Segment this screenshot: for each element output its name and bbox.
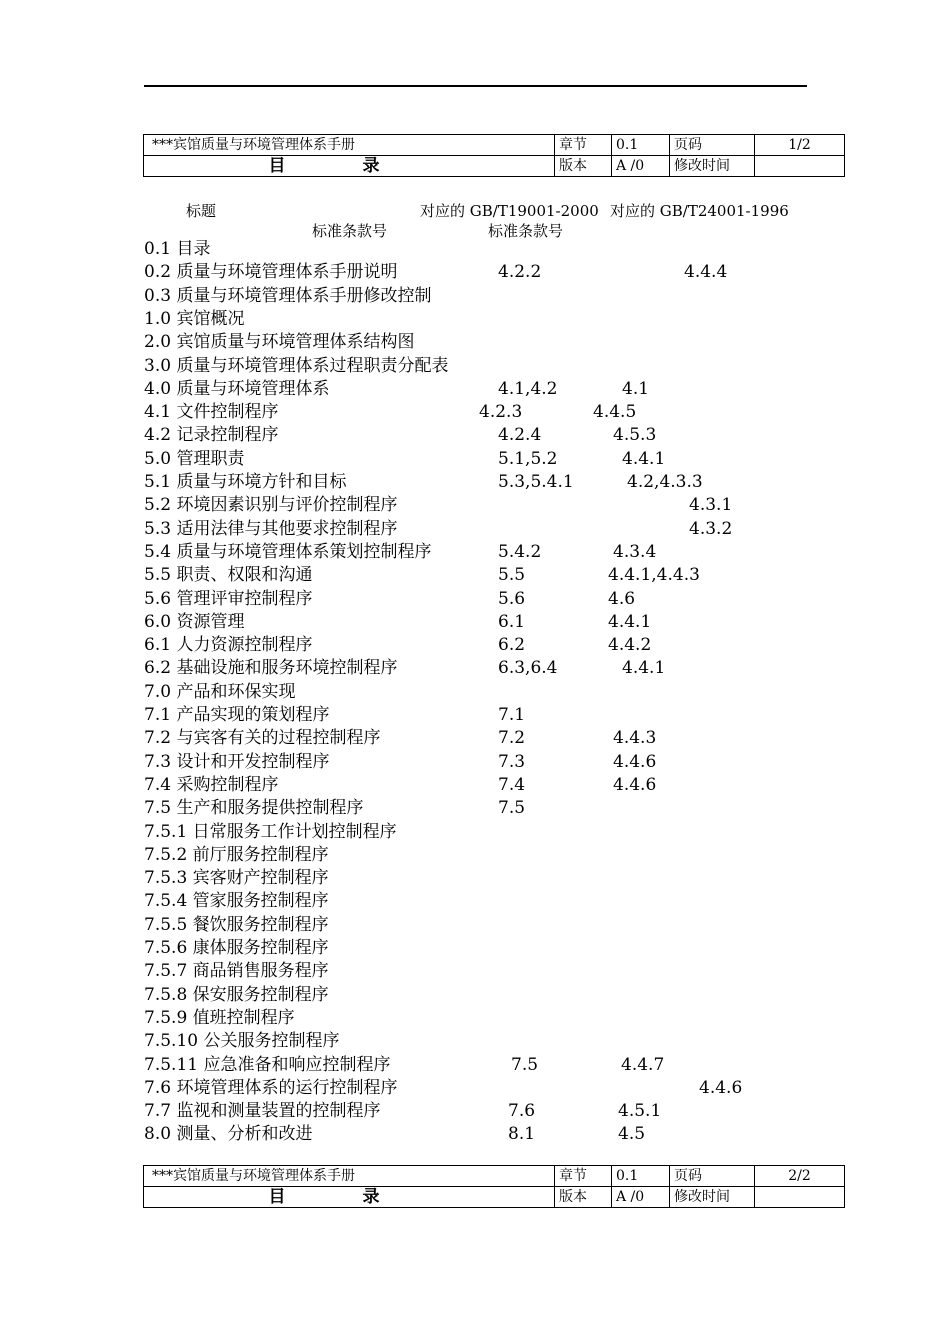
- col-clause-label-a: 标准条款号: [312, 222, 388, 240]
- col-title-heading: 标题: [186, 202, 217, 220]
- toc-entry-gbt19001-clause: 4.2.2: [498, 262, 542, 283]
- toc-entry: [144, 960, 844, 983]
- page-label: 页码: [670, 1166, 755, 1187]
- version-value: A /0: [612, 1187, 670, 1208]
- chapter-value: 0.1: [612, 1166, 670, 1187]
- toc-entry-title: 4.0 质量与环境管理体系: [144, 378, 330, 399]
- toc-entry-title: 4.1 文件控制程序: [144, 402, 279, 423]
- toc-entry: [144, 984, 844, 1007]
- page-number: 1/2: [755, 135, 845, 156]
- toc-entry-gbt24001-clause: 4.4.1: [622, 658, 666, 679]
- toc-entry: [144, 401, 844, 424]
- toc-entry-gbt24001-clause: 4.6: [608, 588, 636, 609]
- doc-title: ***宾馆质量与环境管理体系手册: [144, 135, 555, 156]
- toc-entry-title: 7.3 设计和开发控制程序: [144, 751, 330, 772]
- section-title: 目 录: [144, 156, 555, 177]
- toc-entry: [144, 285, 844, 308]
- toc-entry: [144, 424, 844, 447]
- toc-entry: [144, 308, 844, 331]
- toc-entry-gbt19001-clause: 6.3,6.4: [498, 658, 558, 679]
- toc-entry-gbt24001-clause: 4.4.1: [608, 611, 652, 632]
- toc-entry-title: 7.5.11 应急准备和响应控制程序: [144, 1054, 391, 1075]
- toc-entry-title: 0.3 质量与环境管理体系手册修改控制: [144, 285, 432, 306]
- toc-entry-title: 5.6 管理评审控制程序: [144, 588, 313, 609]
- toc-entry-gbt19001-clause: 4.2.3: [479, 402, 523, 423]
- toc-entry-gbt19001-clause: 7.5: [498, 798, 526, 819]
- toc-entry-gbt24001-clause: 4.4.1,4.4.3: [608, 565, 700, 586]
- toc-entry-gbt24001-clause: 4.4.6: [699, 1077, 743, 1098]
- toc-entry: [144, 867, 844, 890]
- toc-entry-title: 5.2 环境因素识别与评价控制程序: [144, 495, 398, 516]
- toc-entry: [144, 1077, 844, 1100]
- chapter-value: 0.1: [612, 135, 670, 156]
- toc-entry: [144, 704, 844, 727]
- page-label: 页码: [670, 135, 755, 156]
- toc-entry: [144, 890, 844, 913]
- revision-label: 修改时间: [670, 1187, 755, 1208]
- toc-entry: [144, 494, 844, 517]
- col-clause-label-b: 标准条款号: [488, 222, 564, 240]
- toc-entry-title: 7.5.5 餐饮服务控制程序: [144, 914, 329, 935]
- toc-entry: [144, 797, 844, 820]
- toc-entry-title: 7.1 产品实现的策划程序: [144, 705, 330, 725]
- header-table-page2: [143, 1165, 845, 1208]
- col-gbt19001-heading: 对应的 GB/T19001-2000: [420, 202, 599, 220]
- doc-title: ***宾馆质量与环境管理体系手册: [144, 1166, 555, 1187]
- toc-entry-gbt19001-clause: 7.2: [498, 728, 526, 749]
- toc-entry-title: 7.5.2 前厅服务控制程序: [144, 844, 329, 865]
- toc-entry-gbt24001-clause: 4.4.6: [613, 751, 657, 772]
- toc-entry: [144, 1123, 844, 1146]
- toc-entry-gbt24001-clause: 4.3.2: [689, 518, 733, 539]
- toc-entry-gbt24001-clause: 4.4.4: [684, 262, 728, 283]
- revision-value: [755, 1187, 845, 1208]
- toc-entry: [144, 774, 844, 797]
- section-title: 目 录: [144, 1187, 555, 1208]
- toc-entry: [144, 681, 844, 704]
- toc-entry: [144, 937, 844, 960]
- toc-entry-gbt19001-clause: 5.4.2: [498, 541, 542, 562]
- toc-entry-title: 8.0 测量、分析和改进: [144, 1124, 313, 1145]
- toc-entry-title: 7.5.6 康体服务控制程序: [144, 938, 329, 958]
- toc-entry-gbt19001-clause: 5.6: [498, 588, 526, 609]
- toc-entry: [144, 378, 844, 401]
- toc-entry-title: 7.7 监视和测量装置的控制程序: [144, 1101, 381, 1122]
- toc-entry-gbt19001-clause: 4.1,4.2: [498, 378, 558, 399]
- toc-entry-gbt19001-clause: 4.2.4: [498, 425, 542, 446]
- toc-entry: [144, 355, 844, 378]
- top-rule: [144, 85, 807, 87]
- chapter-label: 章节: [555, 135, 612, 156]
- toc-entry: [144, 564, 844, 587]
- toc-entry-title: 5.0 管理职责: [144, 448, 245, 469]
- toc-entry: [144, 611, 844, 634]
- toc-entry: [144, 238, 844, 261]
- toc-entry-gbt24001-clause: 4.3.1: [689, 495, 733, 516]
- toc-entry: [144, 518, 844, 541]
- toc-entry: [144, 914, 844, 937]
- toc-entry-gbt24001-clause: 4.1: [622, 378, 650, 399]
- toc-entry-gbt19001-clause: 7.3: [498, 751, 526, 772]
- toc-entry-title: 7.5 生产和服务提供控制程序: [144, 798, 364, 819]
- toc-entry-title: 7.5.9 值班控制程序: [144, 1007, 295, 1028]
- toc-entry: [144, 1007, 844, 1030]
- toc-entry: [144, 1054, 844, 1077]
- toc-entry-gbt19001-clause: 5.1,5.2: [498, 448, 558, 469]
- toc-entry-title: 5.4 质量与环境管理体系策划控制程序: [144, 541, 432, 562]
- toc-entry: [144, 448, 844, 471]
- toc-entry-title: 7.6 环境管理体系的运行控制程序: [144, 1077, 398, 1098]
- toc-entry-gbt24001-clause: 4.4.7: [621, 1054, 665, 1075]
- toc-entry-gbt19001-clause: 5.3,5.4.1: [498, 472, 574, 492]
- toc-entry: [144, 751, 844, 774]
- toc-entry-gbt19001-clause: 6.2: [498, 635, 526, 656]
- revision-label: 修改时间: [670, 156, 755, 177]
- chapter-label: 章节: [555, 1166, 612, 1187]
- toc-entry-title: 7.5.1 日常服务工作计划控制程序: [144, 821, 397, 842]
- col-gbt24001-heading: 对应的 GB/T24001-1996: [610, 202, 789, 220]
- toc-entry: [144, 657, 844, 680]
- version-value: A /0: [612, 156, 670, 177]
- toc-entry-title: 1.0 宾馆概况: [144, 308, 245, 329]
- version-label: 版本: [555, 1187, 612, 1208]
- toc-entry-title: 4.2 记录控制程序: [144, 425, 279, 446]
- toc-entry-gbt24001-clause: 4.4.3: [613, 728, 657, 749]
- toc-entry-title: 7.5.4 管家服务控制程序: [144, 891, 329, 912]
- toc-entry: [144, 588, 844, 611]
- toc-entry-gbt19001-clause: 7.5: [511, 1054, 539, 1075]
- toc-entry-gbt24001-clause: 4.4.1: [622, 448, 666, 469]
- toc-entry: [144, 331, 844, 354]
- header-table-page1: [143, 134, 845, 177]
- toc-entry-title: 6.0 资源管理: [144, 611, 245, 632]
- toc-entry-gbt19001-clause: 7.6: [508, 1101, 536, 1122]
- toc-entry: [144, 471, 844, 494]
- toc-entry: [144, 844, 844, 867]
- toc-entry-gbt19001-clause: 5.5: [498, 565, 526, 586]
- toc-entry-title: 5.3 适用法律与其他要求控制程序: [144, 518, 398, 539]
- toc-entry-title: 5.5 职责、权限和沟通: [144, 565, 313, 586]
- toc-entry-title: 7.2 与宾客有关的过程控制程序: [144, 728, 381, 749]
- toc-entry: [144, 261, 844, 284]
- toc-entry-title: 7.5.7 商品销售服务程序: [144, 961, 329, 982]
- toc-entry: [144, 541, 844, 564]
- version-label: 版本: [555, 156, 612, 177]
- toc-entry: [144, 1100, 844, 1123]
- toc-entry: [144, 634, 844, 657]
- toc-entry-gbt24001-clause: 4.4.6: [613, 774, 657, 795]
- toc-entry-title: 7.5.10 公关服务控制程序: [144, 1031, 340, 1052]
- toc-entry-title: 7.4 采购控制程序: [144, 774, 279, 795]
- revision-value: [755, 156, 845, 177]
- toc-entry-title: 7.0 产品和环保实现: [144, 681, 296, 702]
- toc-entry-title: 0.2 质量与环境管理体系手册说明: [144, 262, 398, 283]
- toc-entry-gbt19001-clause: 7.4: [498, 774, 526, 795]
- toc-entry-gbt24001-clause: 4.5: [618, 1124, 646, 1145]
- toc-entry-title: 7.5.8 保安服务控制程序: [144, 984, 329, 1005]
- toc-entry-title: 3.0 质量与环境管理体系过程职责分配表: [144, 355, 449, 376]
- toc-entry: [144, 1030, 844, 1053]
- page-number: 2/2: [755, 1166, 845, 1187]
- toc-entry-title: 5.1 质量与环境方针和目标: [144, 472, 347, 492]
- toc-entry: [144, 727, 844, 750]
- toc-entry-title: 0.1 目录: [144, 239, 211, 259]
- toc-entry-title: 6.1 人力资源控制程序: [144, 635, 313, 656]
- toc-entry-gbt24001-clause: 4.2,4.3.3: [627, 472, 703, 492]
- toc-entry-gbt24001-clause: 4.4.5: [593, 402, 637, 423]
- toc-entry: [144, 821, 844, 844]
- toc-entry-title: 6.2 基础设施和服务环境控制程序: [144, 658, 398, 679]
- toc-entry-gbt24001-clause: 4.5.3: [613, 425, 657, 446]
- toc-entry-gbt19001-clause: 7.1: [498, 705, 526, 725]
- toc-entry-gbt19001-clause: 8.1: [508, 1124, 536, 1145]
- toc-entry-gbt24001-clause: 4.3.4: [613, 541, 657, 562]
- toc-entry-gbt24001-clause: 4.4.2: [608, 635, 652, 656]
- toc-entry-gbt24001-clause: 4.5.1: [618, 1101, 662, 1122]
- toc-entry-gbt19001-clause: 6.1: [498, 611, 526, 632]
- toc-entry-title: 7.5.3 宾客财产控制程序: [144, 868, 329, 889]
- toc-entry-title: 2.0 宾馆质量与环境管理体系结构图: [144, 332, 415, 353]
